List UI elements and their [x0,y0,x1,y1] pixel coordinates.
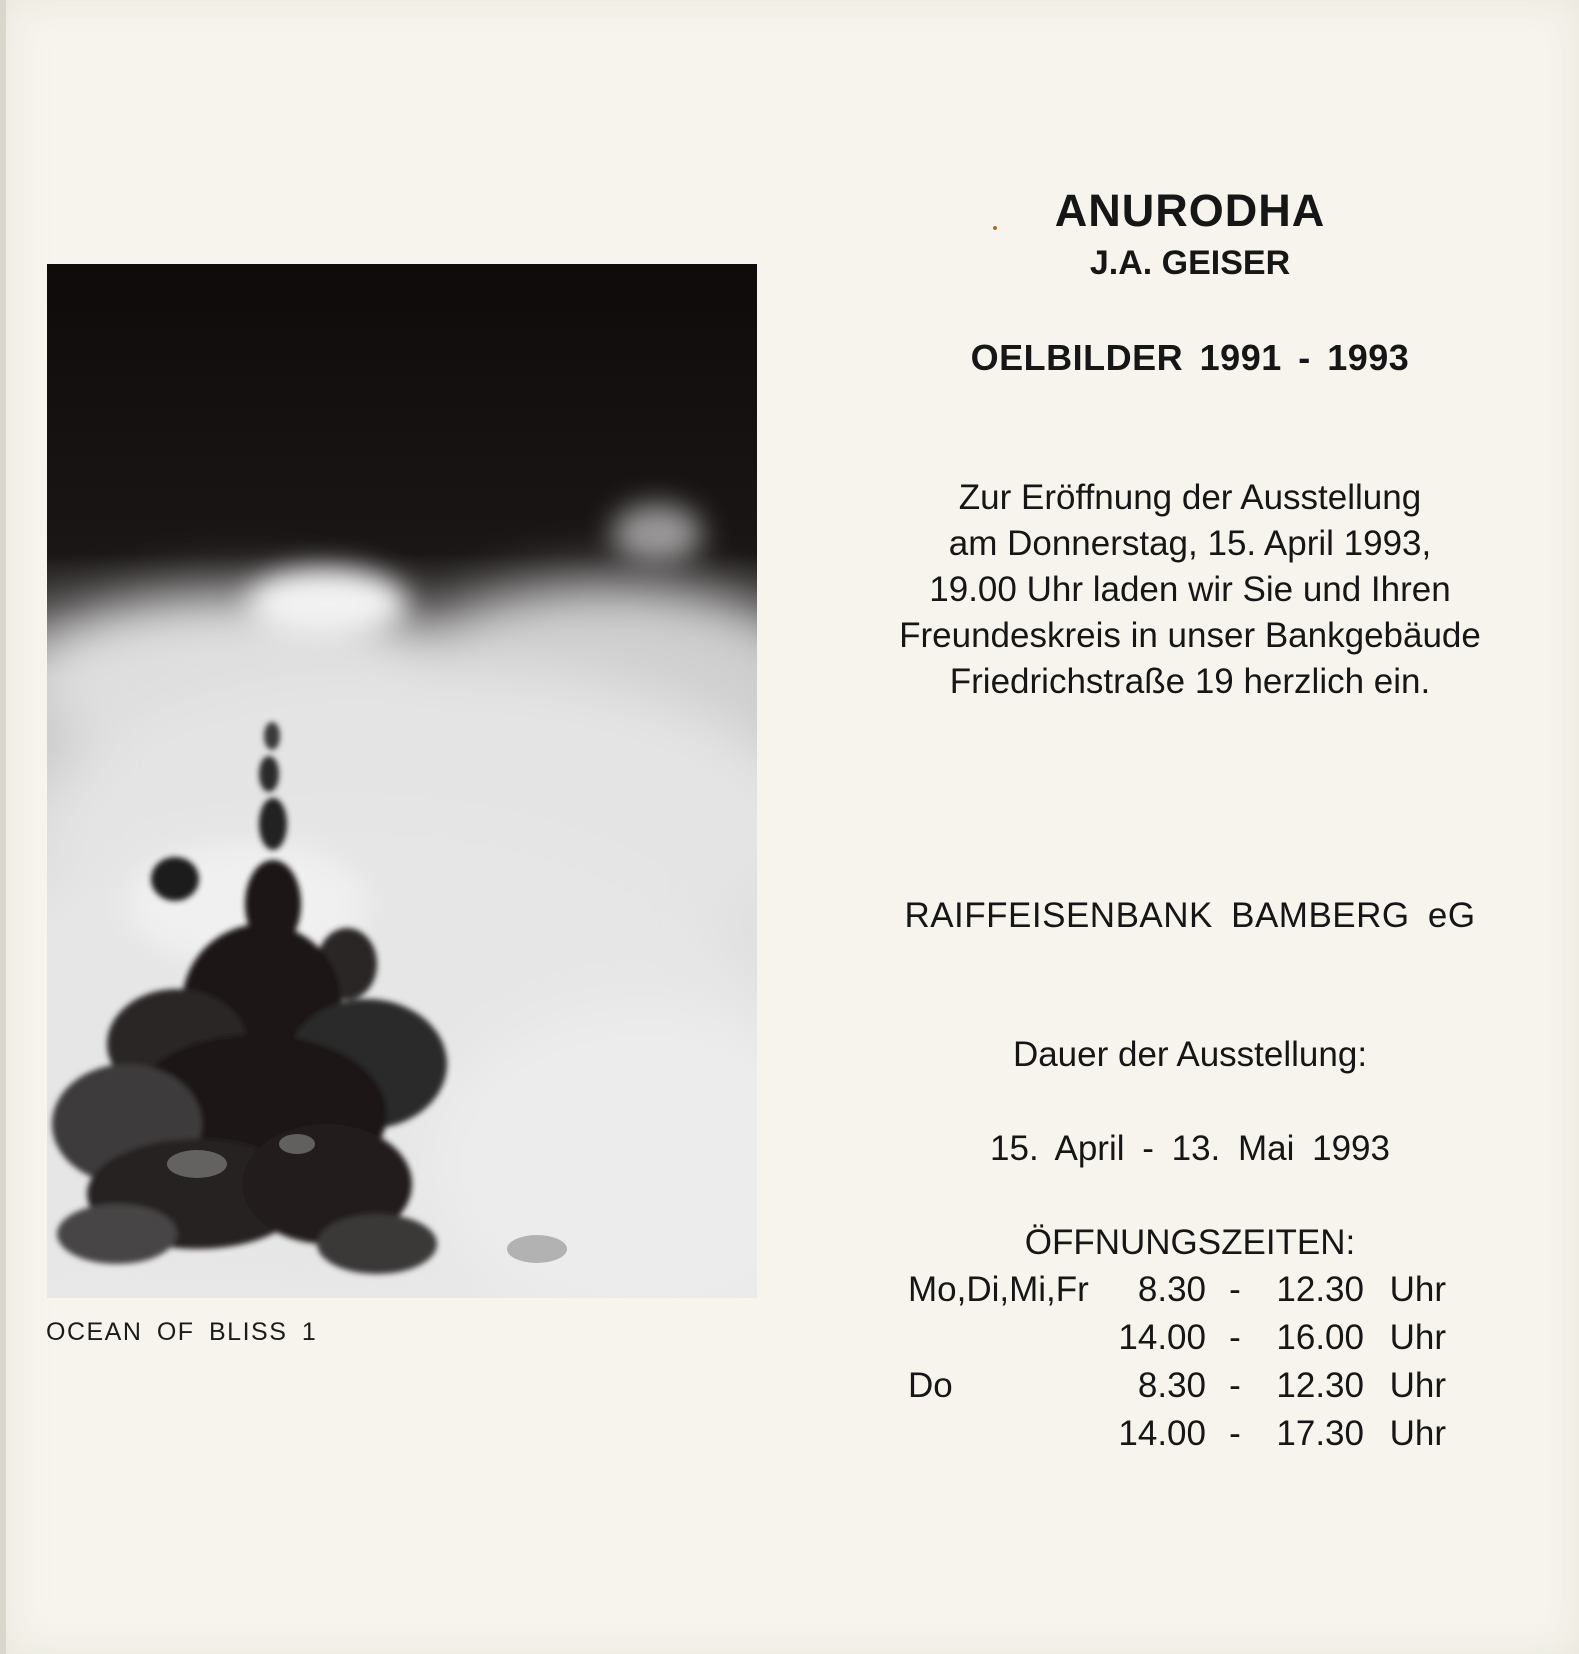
invitation-text [860,475,1520,705]
invitation-line: Friedrichstraße 19 herzlich ein. [949,662,1431,701]
artwork-caption: OCEAN OF BLISS 1 [46,1318,318,1346]
hours-dash: - [1229,1270,1241,1309]
hours-unit: Uhr [1389,1318,1446,1357]
invitation-line: 19.00 Uhr laden wir Sie und Ihren [929,570,1451,609]
hours-from: 14.00 [1118,1318,1206,1357]
opening-hours-table [908,1266,1446,1458]
hours-unit: Uhr [1389,1414,1446,1453]
invitation-line: Zur Eröffnung der Ausstellung [958,478,1422,517]
duration-label: Dauer der Ausstellung: [1012,1035,1368,1074]
invitation-line: am Donnerstag, 15. April 1993, [948,524,1432,563]
hours-to: 12.30 [1276,1270,1364,1309]
hours-row [908,1410,1446,1458]
host-bank-name: RAIFFEISENBANK BAMBERG eG [904,896,1476,935]
hours-dash: - [1229,1414,1241,1453]
hours-days: Do [908,1366,953,1405]
hours-days: Mo,Di,Mi,Fr [908,1270,1089,1309]
duration-dates: 15. April - 13. Mai 1993 [990,1129,1390,1168]
artist-name: ANURODHA [1054,185,1326,236]
painting-ocean-of-bliss [47,264,757,1298]
hours-row [908,1314,1446,1362]
hours-to: 12.30 [1276,1366,1364,1405]
hours-unit: Uhr [1389,1270,1446,1309]
hours-from: 14.00 [1118,1414,1206,1453]
exhibition-series: OELBILDER 1991 - 1993 [970,337,1410,378]
hours-row [908,1266,1446,1314]
artist-real-name: J.A. GEISER [1089,244,1291,282]
hours-to: 17.30 [1276,1414,1364,1453]
opening-hours-title: ÖFFNUNGSZEITEN: [1024,1223,1356,1262]
hours-unit: Uhr [1389,1366,1446,1405]
invitation-line: Freundeskreis in unser Bankgebäude [899,616,1481,655]
hours-days [908,1314,1118,1362]
hours-dash: - [1229,1318,1241,1357]
hours-from: 8.30 [1137,1366,1206,1405]
hours-to: 16.00 [1276,1318,1364,1357]
hours-from: 8.30 [1137,1270,1206,1309]
hours-dash: - [1229,1366,1241,1405]
hours-row [908,1362,1446,1410]
hours-days [908,1410,1118,1458]
